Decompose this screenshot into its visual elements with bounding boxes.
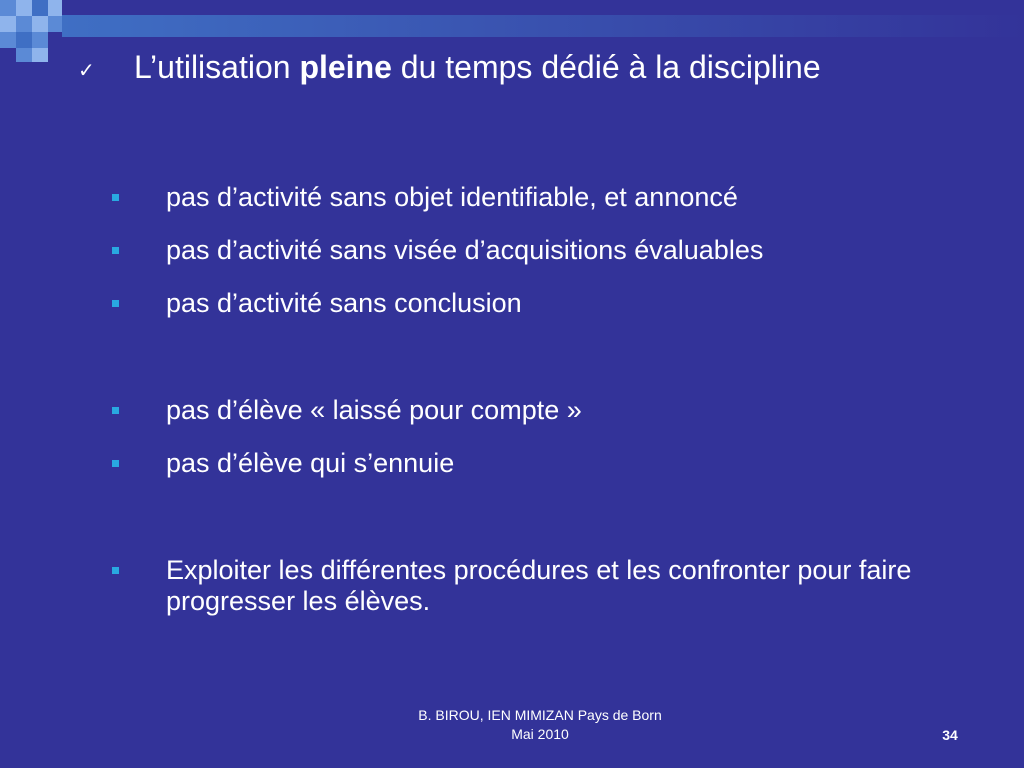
slide-footer [300, 706, 780, 744]
square-bullet-icon [112, 460, 119, 467]
bullet-text: pas d’activité sans visée d’acquisitions évaluables [166, 235, 764, 265]
bullet-text: pas d’élève « laissé pour compte » [166, 395, 582, 425]
square-bullet-icon [112, 567, 119, 574]
bullet-text: pas d’activité sans conclusion [166, 288, 522, 318]
footer-date: Mai 2010 [511, 726, 569, 742]
checkmark-icon: ✓ [78, 58, 95, 82]
square-bullet-icon [112, 247, 119, 254]
bullet-text: Exploiter les différentes procédures et les confronter pour faire progresser les élèves. [166, 555, 912, 616]
heading-text [134, 48, 954, 86]
bullet-text: pas d’élève qui s’ennuie [166, 448, 455, 478]
square-bullet-icon [112, 194, 119, 201]
bullet-text: pas d’activité sans objet identifiable, et annoncé [166, 182, 738, 212]
heading-after: du temps dédié à la discipline [391, 49, 821, 85]
page-number: 34 [942, 727, 958, 743]
square-bullet-icon [112, 300, 119, 307]
heading-before: L’utilisation [134, 49, 300, 85]
heading-bold: pleine [299, 49, 392, 85]
square-bullet-icon [112, 407, 119, 414]
footer-author: B. BIROU, IEN MIMIZAN Pays de Born [418, 707, 662, 723]
